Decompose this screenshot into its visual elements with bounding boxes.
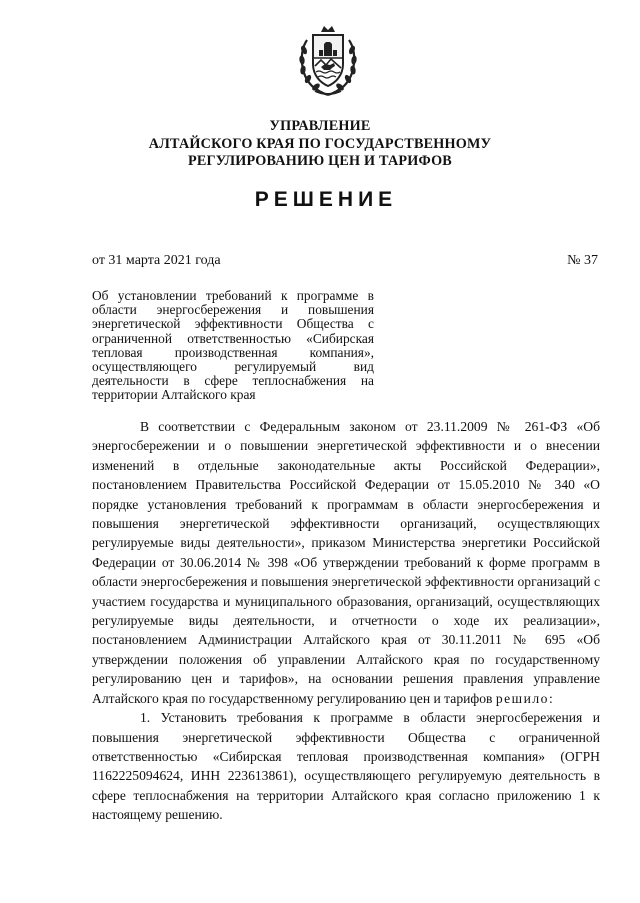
document-type-title: РЕШЕНИЕ <box>254 188 398 211</box>
preamble-paragraph <box>92 417 600 708</box>
authority-line-1: УПРАВЛЕНИЕ <box>269 118 371 134</box>
document-body <box>92 417 600 825</box>
issuing-authority <box>0 118 640 171</box>
document-date: от 31 марта 2021 года <box>92 253 221 268</box>
authority-line-3: РЕГУЛИРОВАНИЮ ЦЕН И ТАРИФОВ <box>188 153 452 169</box>
coat-of-arms-emblem <box>297 22 359 98</box>
item-1-paragraph: 1. Установить требования к программе в области энергосбережения и повышения энергетической эффективности Общества с ограниченной ответственностью «Сибирская тепловая производственная компания» (ОГРН 1162225094624, ИНН 223613861), осуществляющего регулируемую деятельность в сфере теплоснабжения на территории Алтайского края согласно приложению 1 к настоящему решению. <box>92 710 600 823</box>
document-number: № 37 <box>567 253 598 268</box>
decided-word: решило: <box>495 690 555 706</box>
document-subject: Об установлении требований к программе в области энергосбережения и повышения энергетической эффективности Общества с ограниченной ответственностью «Сибирская тепловая производственная компания», осуществляющего регулируемый вид деятельности в сфере теплоснабжения на территории Алтайского края <box>92 288 374 403</box>
preamble-text: В соответствии с Федеральным законом от 23.11.2009 № 261-ФЗ «Об энергосбережении и о повышении энергетической эффективности и о внесении изменений в отдельные законодательные акты Российской Федерации», постановлением Правительства Российской Федерации от 15.05.2010 № 340 «О порядке установления требований к программам в области энергосбережения и повышения энергетической эффективности организаций, осуществляющих регулируемые виды деятельности», приказом Министерства энергетики Российской Федерации от 30.06.2014 № 398 «Об утверждении требований к форме программ в области энергосбережения и повышения энергетической эффективности организаций с участием государства и муниципального образования, организаций, осуществляющих регулируемые виды деятельности, и отчетности о ходе их реализации», постановлением Администрации Алтайского края от 30.11.2011 № 695 «Об утверждении положения об управлении Алтайского края по государственному регулированию цен и тарифов», на основании решения правления управление Алтайского края по государственному регулированию цен и тарифов <box>92 419 600 706</box>
authority-line-2: АЛТАЙСКОГО КРАЯ ПО ГОСУДАРСТВЕННОМУ <box>148 135 492 152</box>
